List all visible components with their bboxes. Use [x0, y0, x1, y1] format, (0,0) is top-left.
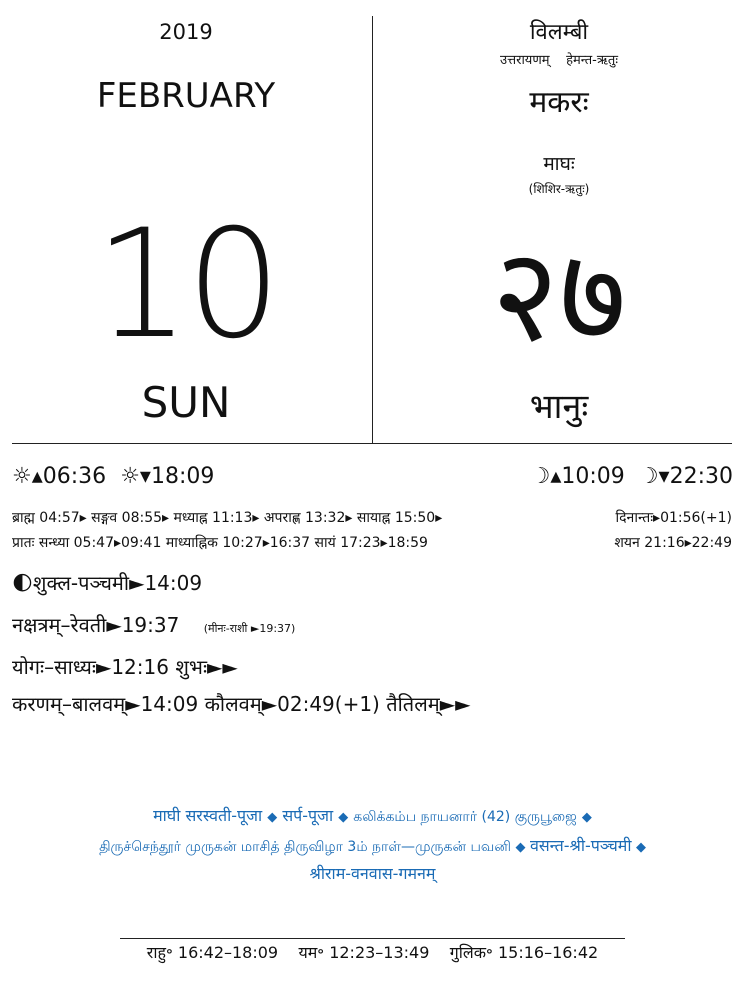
shayana: शयन 21:16▸22:49 [614, 535, 732, 551]
sandhya-times: प्रातः सन्ध्या 05:47▸09:41 माध्याह्निक 10:27▸16:37 सायं 17:23▸18:59 [12, 535, 428, 551]
separator-icon: ◆ [515, 840, 526, 855]
sunrise: ▴06:36 [31, 464, 107, 489]
rashi: (मीनः-राशी ►19:37) [203, 622, 296, 635]
moon-times [531, 464, 733, 489]
weekday: SUN [141, 378, 231, 427]
samvatsara: विलम्बी [529, 20, 589, 45]
solar-day-number: २७ [491, 219, 627, 371]
ayana-ritu [373, 50, 745, 68]
vara: भानुः [529, 387, 589, 427]
separator-icon: ◆ [267, 810, 278, 825]
festival-item: वसन्त-श्री-पञ्चमी [529, 836, 632, 855]
festival-line-3: श्रीराम-वनवास-गमनम् [309, 864, 436, 883]
separator-icon: ◆ [581, 810, 592, 825]
yoga: योगः–साध्यः►12:16 शुभः►► [12, 655, 238, 679]
sun-icon: ☼ [120, 464, 140, 489]
ayana: उत्तरायणम् [500, 53, 550, 68]
festival-item: திருச்செந்தூர் முருகன் மாசித் திருவிழா 3ம் நாள்—முருகன் பவனி [99, 839, 512, 855]
footer-divider [120, 938, 625, 939]
sun-icon: ☼ [12, 464, 32, 489]
festival-line-1 [0, 804, 745, 827]
tithi: शुक्ल-पञ्चमी►14:09 [32, 571, 203, 595]
footer-kalas [0, 941, 745, 963]
horizontal-divider [12, 443, 732, 444]
gulika-kala: गुलिक॰ 15:16–16:42 [449, 943, 599, 962]
day-number: 10 [94, 198, 278, 372]
solar-month: मकरः [529, 85, 589, 120]
tithi-row [12, 569, 202, 596]
moon-icon: ☽ [530, 464, 551, 489]
kala-line-1 [12, 508, 732, 527]
festival-item: सर्प-पूजा [282, 806, 334, 825]
nakshatra: नक्षत्रम्–रेवती►19:37 [12, 613, 180, 637]
lunar-ritu: (शिशिर-ऋतुः) [528, 182, 590, 196]
month: FEBRUARY [96, 76, 276, 116]
year: 2019 [159, 20, 213, 44]
separator-icon: ◆ [338, 810, 349, 825]
festival-item: माघी सरस्वती-पूजा [153, 806, 263, 825]
festival-line-2 [0, 834, 745, 857]
sunset: ▾18:09 [139, 464, 215, 489]
dinanta: दिनान्तः▸01:56(+1) [615, 510, 732, 526]
moonrise: ▴10:09 [550, 464, 625, 489]
solar-ritu: हेमन्त-ऋतुः [566, 53, 618, 68]
moon-icon: ☽ [638, 464, 659, 489]
kala-divisions: ब्राह्म 04:57▸ सङ्गव 08:55▸ मध्याह्न 11:13▸ अपराह्ण 13:32▸ सायाह्न 15:50▸ [12, 510, 443, 526]
lunar-month: माघः [543, 153, 575, 175]
karana: करणम्–बालवम्►14:09 कौलवम्►02:49(+1) तैतिलम्►► [12, 692, 471, 716]
kala-line-2 [12, 533, 732, 552]
yama-kala: यम॰ 12:23–13:49 [298, 943, 430, 962]
moonset: ▾22:30 [658, 464, 733, 489]
festival-item: கலிக்கம்ப நாயனார் (42) குருபூஜை [353, 809, 577, 825]
rahu-kala: राहु॰ 16:42–18:09 [146, 943, 279, 962]
separator-icon: ◆ [635, 840, 646, 855]
nakshatra-row [12, 611, 295, 638]
sun-times [12, 464, 214, 489]
moon-phase-icon: 🌓︎ [12, 571, 33, 595]
